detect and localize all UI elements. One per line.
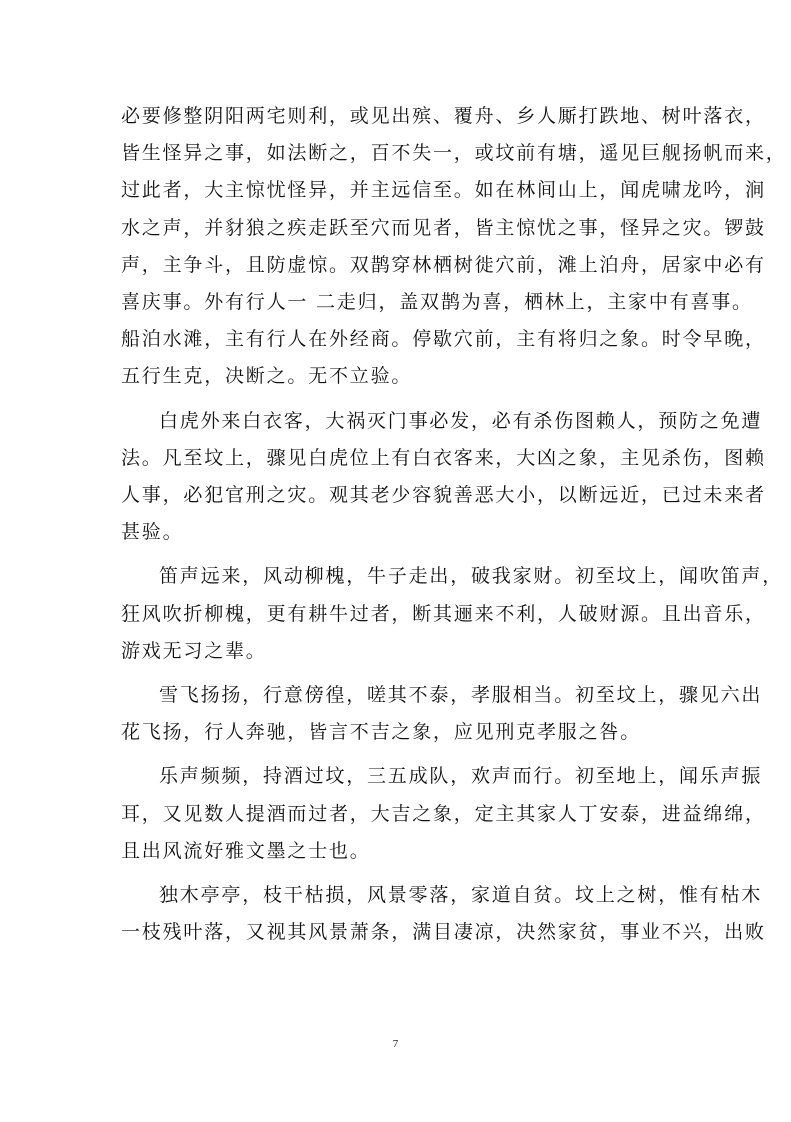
text-line: 花飞扬，行人奔驰，皆言不吉之象，应见刑克孝服之咎。 [121, 721, 642, 744]
text-line: 船泊水滩，主有行人在外经商。停歇穴前，主有将归之象。时令早晚， [121, 328, 766, 351]
text-line: 一枝残叶落，又视其风景萧条，满目凄凉，决然家贫，事业不兴，出败 [121, 921, 766, 944]
text-line: 游戏无习之辈。 [121, 639, 267, 662]
paragraph-6 [121, 877, 766, 951]
text-line: 五行生克，决断之。无不立验。 [121, 365, 413, 388]
text-line: 笛声远来，风动柳槐，牛子走出，破我家财。初至坟上，闻吹笛声， [159, 565, 784, 588]
text-line: 过此者，大主惊忧怪异，并主远信至。如在林间山上，闻虎啸龙吟，涧 [121, 179, 766, 202]
paragraph-3 [121, 558, 784, 670]
paragraph-2 [121, 403, 766, 552]
text-line: 白虎外来白衣客，大祸灭门事必发，必有杀伤图赖人，预防之免遭 [159, 409, 763, 432]
text-line: 法。凡至坟上，骤见白虎位上有白衣客来，大凶之象，主见杀伤，图赖 [121, 446, 766, 469]
text-line: 声，主争斗，且防虚惊。双鹊穿林栖树徙穴前，滩上泊舟，居家中必有 [121, 253, 766, 276]
paragraph-5 [121, 758, 766, 870]
text-line: 独木亭亭，枝干枯损，风景零落，家道自贫。坟上之树，惟有枯木 [159, 884, 763, 907]
text-line: 皆生怪异之事，如法断之，百不失一，或坟前有塘，遥见巨舰扬帆而来， [121, 142, 787, 165]
text-line: 甚验。 [121, 521, 184, 544]
text-line: 必要修整阴阳两宅则利，或见出殡、覆舟、乡人厮打跌地、树叶落衣， [121, 105, 766, 127]
text-line: 且出风流好雅文墨之士也。 [121, 839, 371, 862]
text-line: 喜庆事。外有行人一 二走归，盖双鹊为喜，栖林上，主家中有喜事。 [121, 291, 753, 314]
page-number: 7 [392, 1038, 399, 1050]
body-text [121, 98, 787, 951]
text-line: 雪飞扬扬，行意傍徨，嗟其不泰，孝服相当。初至坟上，骤见六出 [159, 684, 763, 707]
paragraph-1 [121, 98, 787, 396]
text-line: 耳，又见数人提酒而过者，大吉之象，定主其家人丁安泰，进益绵绵， [121, 802, 766, 825]
paragraph-4 [121, 677, 763, 751]
text-line: 水之声，并豺狼之疾走跃至穴而见者，皆主惊忧之事，怪异之灾。锣鼓 [121, 216, 766, 239]
text-line: 乐声频频，持酒过坟，三五成队，欢声而行。初至地上，闻乐声振 [159, 765, 763, 788]
text-line: 人事，必犯官刑之灾。观其老少容貌善恶大小，以断远近，已过未来者 [121, 484, 766, 507]
text-line: 狂风吹折柳槐，更有耕牛过者，断其逦来不利，人破财源。且出音乐， [121, 602, 766, 625]
